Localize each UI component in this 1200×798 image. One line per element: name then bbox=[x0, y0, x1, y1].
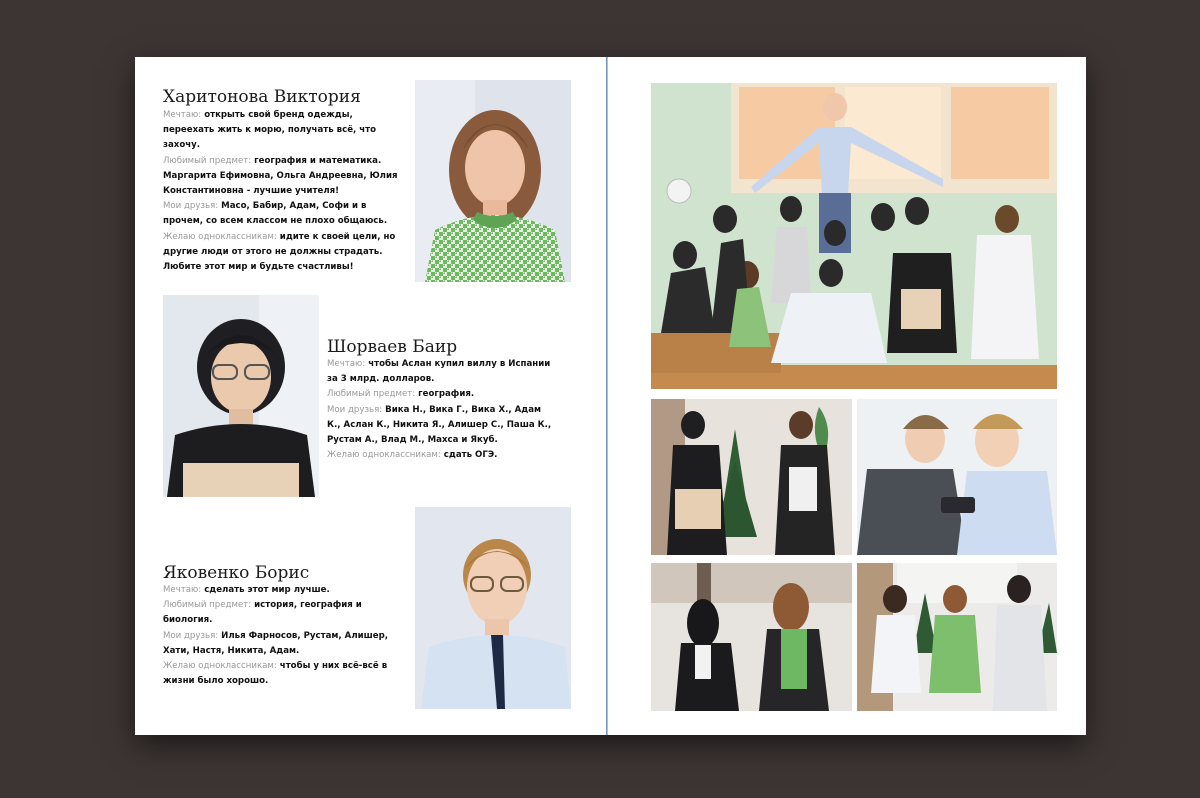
friends-label: Мои друзья: bbox=[327, 404, 383, 415]
dream-text: чтобы Аслан купил виллу в Испании за 3 млрд. долларов. bbox=[327, 359, 551, 385]
student-name: Харитонова Виктория bbox=[163, 87, 361, 107]
wish-label: Желаю одноклассникам: bbox=[327, 450, 441, 461]
student-bio bbox=[327, 357, 552, 463]
wish-text: идите к своей цели, но другие люди от этого не должны страдать. Любите этот мир и будьте счастливы! bbox=[163, 231, 396, 273]
student-portrait-photo bbox=[163, 295, 319, 497]
friends-text: Вика Н., Вика Г., Вика Х., Адам К., Аслан К., Никита Я., Алишер С., Паша К., Рустам А., Влад М., Махса и Якуб. bbox=[327, 404, 552, 446]
three-students-photo bbox=[857, 563, 1057, 711]
wish-label: Желаю одноклассникам: bbox=[163, 231, 277, 242]
student-portrait-photo bbox=[415, 80, 571, 282]
subject-text: география. bbox=[418, 389, 475, 400]
phone-photo bbox=[857, 399, 1057, 555]
subject-text: история, география и биология. bbox=[163, 600, 362, 626]
dream-label: Мечтаю: bbox=[163, 110, 202, 120]
book-spine bbox=[606, 57, 608, 735]
handshake-photo bbox=[651, 399, 852, 555]
dream-text: сделать этот мир лучше. bbox=[204, 585, 330, 595]
wish-label: Желаю одноклассникам: bbox=[163, 661, 277, 672]
dream-label: Мечтаю: bbox=[163, 585, 202, 595]
student-bio bbox=[163, 583, 408, 689]
yearbook-spread bbox=[135, 57, 1086, 735]
left-page bbox=[135, 57, 607, 735]
friends-label: Мои друзья: bbox=[163, 201, 219, 212]
friends-text: Илья Фарносов, Рустам, Алишер, Хати, Настя, Никита, Адам. bbox=[163, 630, 389, 656]
friends-text: Масо, Бабир, Адам, Софи и в прочем, со всем классом не плохо общаюсь. bbox=[163, 201, 388, 227]
subject-label: Любимый предмет: bbox=[163, 155, 252, 166]
dream-text: открыть свой бренд одежды, переехать жить к морю, получать всё, что захочу. bbox=[163, 110, 377, 151]
student-name: Шорваев Баир bbox=[327, 337, 458, 357]
subject-text: география и математика. Маргарита Ефимовна, Ольга Андреевна, Юлия Константиновна - лучшие учителя! bbox=[163, 155, 398, 197]
subject-label: Любимый предмет: bbox=[327, 389, 416, 400]
subject-label: Любимый предмет: bbox=[163, 600, 252, 611]
friends-label: Мои друзья: bbox=[163, 630, 219, 641]
student-name: Яковенко Борис bbox=[163, 563, 310, 583]
right-page bbox=[607, 57, 1086, 735]
dream-label: Мечтаю: bbox=[327, 359, 366, 369]
class-group-photo bbox=[651, 83, 1057, 389]
wish-text: чтобы у них всё-всё в жизни было хорошо. bbox=[163, 661, 388, 687]
wish-text: сдать ОГЭ. bbox=[443, 450, 498, 461]
two-girls-photo bbox=[651, 563, 852, 711]
student-portrait-photo bbox=[415, 507, 571, 709]
student-bio bbox=[163, 108, 401, 275]
